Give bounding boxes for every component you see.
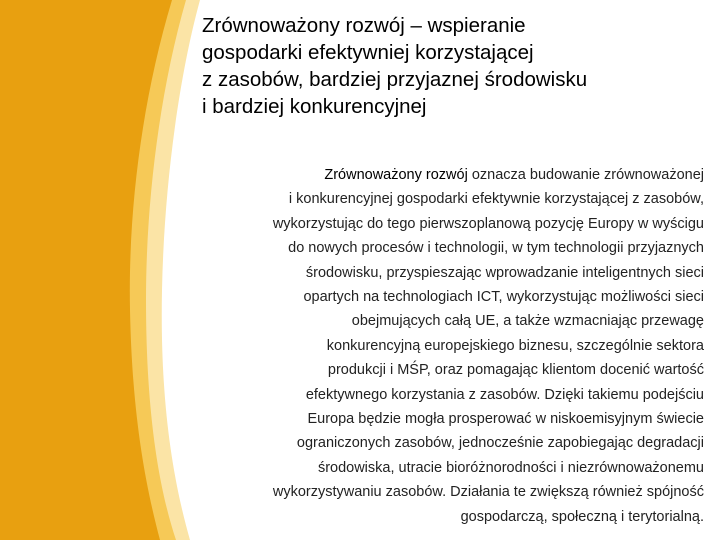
body-line: Europa będzie mogła prosperować w niskoemisyjnym świecie: [307, 411, 704, 428]
body-line: konkurencyjną europejskiego biznesu, szczególnie sektora: [326, 337, 704, 354]
body-line: produkcji i MŚP, oraz pomagając klientom docenić wartość: [327, 362, 704, 379]
title-line: i bardziej konkurencyjnej: [202, 95, 427, 118]
body-line: środowisku, przyspieszając wprowadzanie inteligentnych sieci: [305, 264, 704, 281]
body-line: wykorzystywaniu zasobów. Działania te zwiększą również spójność: [272, 484, 704, 501]
body-paragraph: [180, 163, 704, 529]
first-line-rest: oznacza budowanie zrównoważonej: [467, 167, 704, 183]
body-line: środowiska, utracie bioróżnorodności i niezrównoważonemu: [317, 459, 704, 476]
body-line: [180, 163, 704, 187]
title-line: z zasobów, bardziej przyjaznej środowisku: [202, 68, 588, 91]
body-line: wykorzystując do tego pierwszoplanową pozycję Europy w wyścigu: [272, 215, 704, 232]
body-line: opartych na technologiach ICT, wykorzystując możliwości sieci: [303, 289, 704, 306]
body-line: efektywnego korzystania z zasobów. Dzięki takiemu podejściu: [305, 386, 704, 403]
slide-title: [202, 12, 702, 120]
body-line: ograniczonych zasobów, jednocześnie zapobiegając degradacji: [296, 435, 704, 452]
body-line: i konkurencyjnej gospodarki efektywnie korzystającej z zasobów,: [288, 191, 704, 208]
title-line: Zrównoważony rozwój – wspieranie: [202, 14, 526, 37]
lead-term: Zrównoważony rozwój: [324, 167, 468, 183]
body-line: gospodarczą, społeczną i terytorialną.: [460, 508, 704, 525]
body-line: do nowych procesów i technologii, w tym technologii przyjaznych: [288, 240, 704, 257]
body-line: obejmujących całą UE, a także wzmacniając przewagę: [351, 313, 704, 330]
title-line: gospodarki efektywniej korzystającej: [202, 41, 534, 64]
